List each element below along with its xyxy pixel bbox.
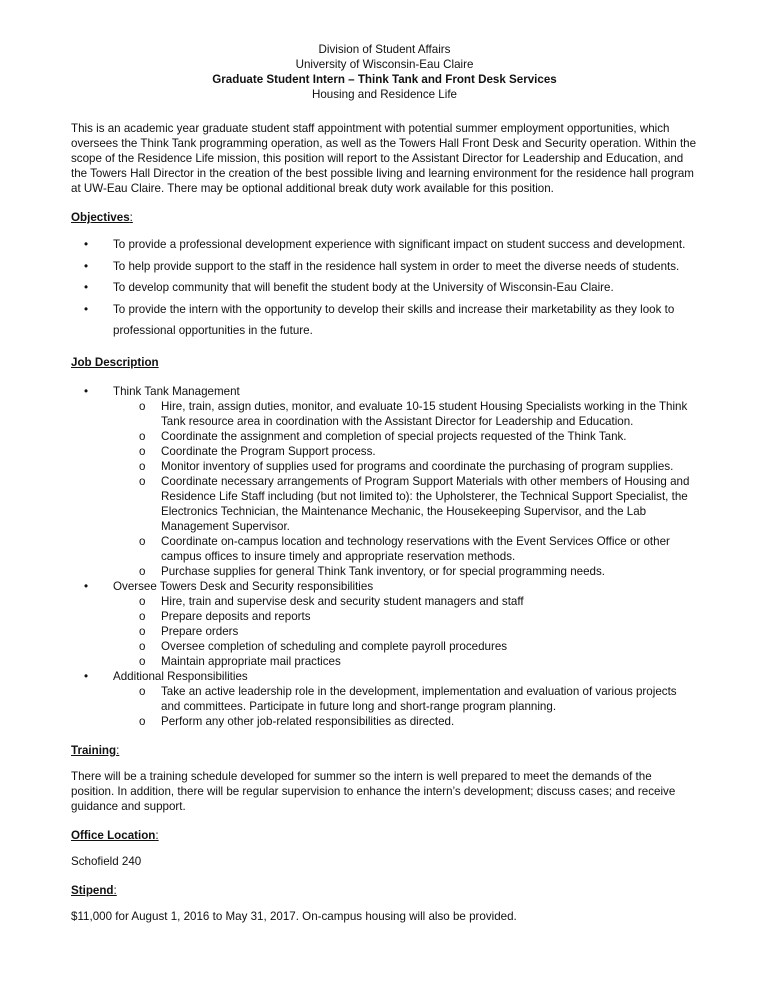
circle-bullet-icon: o: [139, 444, 146, 458]
sub-list: [113, 684, 698, 729]
bullet-icon: •: [84, 384, 89, 398]
sub-list-item: o Monitor inventory of supplies used for programs and coordinate the purchasing of program supplies.: [139, 459, 674, 473]
circle-bullet-icon: o: [139, 399, 146, 413]
division-line: Division of Student Affairs: [318, 43, 451, 56]
sub-list-item: o Prepare orders: [139, 624, 239, 638]
sub-list-item: o Coordinate on-campus location and technology reservations with the Event Services Office or other campus offices to insure timely and appropriate reservation methods.: [139, 534, 670, 563]
sub-list-item: o Coordinate necessary arrangements of Program Support Materials with other members of Housing and Residence Life Staff including (but not limited to): the Upholsterer, the Technical Support Specialist, the Electronics Technician, the Maintenance Mechanic, the Housekeeping Supervisor, and the Lab Management Supervisor.: [139, 474, 690, 533]
intro-paragraph: This is an academic year graduate student staff appointment with potential summer employment opportunities, which oversees the Think Tank programming operation, as well as the Towers Hall Front Desk and Security operation. Within the scope of the Residence Life mission, this position will report to the Assistant Director for Leadership and Education, and the Towers Hall Director in the creation of the best possible living and learning environment for the residence hall program at UW-Eau Claire. There may be optional additional break duty work available for this position.: [71, 122, 697, 195]
job-description-list: [71, 384, 698, 729]
sub-list: [113, 594, 698, 669]
department-line: Housing and Residence Life: [311, 88, 458, 101]
group-label: Think Tank Management: [113, 384, 240, 398]
list-item: [71, 384, 698, 579]
circle-bullet-icon: o: [139, 594, 146, 608]
university-line: University of Wisconsin-Eau Claire: [295, 58, 474, 71]
circle-bullet-icon: o: [139, 639, 146, 653]
list-item: • To help provide support to the staff in the residence hall system in order to meet the diverse needs of students.: [71, 256, 698, 278]
list-item: • To develop community that will benefit the student body at the University of Wisconsin-Eau Claire.: [71, 277, 698, 299]
list-item: [71, 669, 698, 729]
document-header: [71, 42, 698, 102]
sub-list-item: o Maintain appropriate mail practices: [139, 654, 341, 668]
circle-bullet-icon: o: [139, 624, 146, 638]
list-item: • To provide a professional development experience with significant impact on student success and development.: [71, 234, 698, 256]
circle-bullet-icon: o: [139, 429, 146, 443]
sub-list-item: o Hire, train and supervise desk and security student managers and staff: [139, 594, 524, 608]
document-page: [71, 42, 698, 924]
bullet-icon: •: [84, 281, 89, 294]
job-description-heading: Job Description: [71, 355, 159, 369]
circle-bullet-icon: o: [139, 609, 146, 623]
office-location-value: Schofield 240: [71, 854, 142, 868]
circle-bullet-icon: o: [139, 534, 146, 548]
objectives-heading: Objectives:: [71, 211, 133, 224]
circle-bullet-icon: o: [139, 474, 146, 488]
circle-bullet-icon: o: [139, 654, 146, 668]
training-paragraph: There will be a training schedule developed for summer so the intern is well prepared to meet the demands of the position. In addition, there will be regular supervision to enhance the intern’s development; discuss cases; and receive guidance and support.: [71, 769, 676, 813]
bullet-icon: •: [84, 238, 89, 251]
circle-bullet-icon: o: [139, 714, 146, 728]
training-heading: Training:: [71, 743, 120, 757]
bullet-icon: •: [84, 302, 89, 316]
objectives-list: [71, 234, 698, 341]
circle-bullet-icon: o: [139, 684, 146, 698]
circle-bullet-icon: o: [139, 564, 146, 578]
bullet-icon: •: [84, 579, 89, 593]
sub-list: [113, 399, 698, 579]
stipend-value: $11,000 for August 1, 2016 to May 31, 2017. On-campus housing will also be provided.: [71, 909, 517, 923]
position-title: Graduate Student Intern – Think Tank and Front Desk Services: [212, 73, 557, 86]
circle-bullet-icon: o: [139, 459, 146, 473]
list-item: • To provide the intern with the opportunity to develop their skills and increase their marketability as they look to professional opportunities in the future.: [71, 299, 698, 341]
group-label: Oversee Towers Desk and Security responsibilities: [113, 579, 374, 593]
sub-list-item: o Coordinate the Program Support process.: [139, 444, 376, 458]
office-location-heading: Office Location:: [71, 828, 159, 842]
sub-list-item: o Take an active leadership role in the development, implementation and evaluation of various projects and committees. Participate in future long and short-range program planning.: [139, 684, 677, 713]
bullet-icon: •: [84, 259, 89, 273]
sub-list-item: o Oversee completion of scheduling and complete payroll procedures: [139, 639, 508, 653]
group-label: Additional Responsibilities: [113, 669, 248, 683]
sub-list-item: o Perform any other job-related responsibilities as directed.: [139, 714, 455, 728]
sub-list-item: o Hire, train, assign duties, monitor, and evaluate 10-15 student Housing Specialists working in the Think Tank resource area in coordination with the Assistant Director for Leadership and Education.: [139, 399, 688, 428]
list-item: [71, 579, 698, 669]
sub-list-item: o Prepare deposits and reports: [139, 609, 311, 623]
bullet-icon: •: [84, 669, 89, 683]
stipend-heading: Stipend:: [71, 883, 117, 897]
sub-list-item: o Purchase supplies for general Think Tank inventory, or for special programming needs.: [139, 564, 606, 578]
sub-list-item: o Coordinate the assignment and completion of special projects requested of the Think Tank.: [139, 429, 627, 443]
